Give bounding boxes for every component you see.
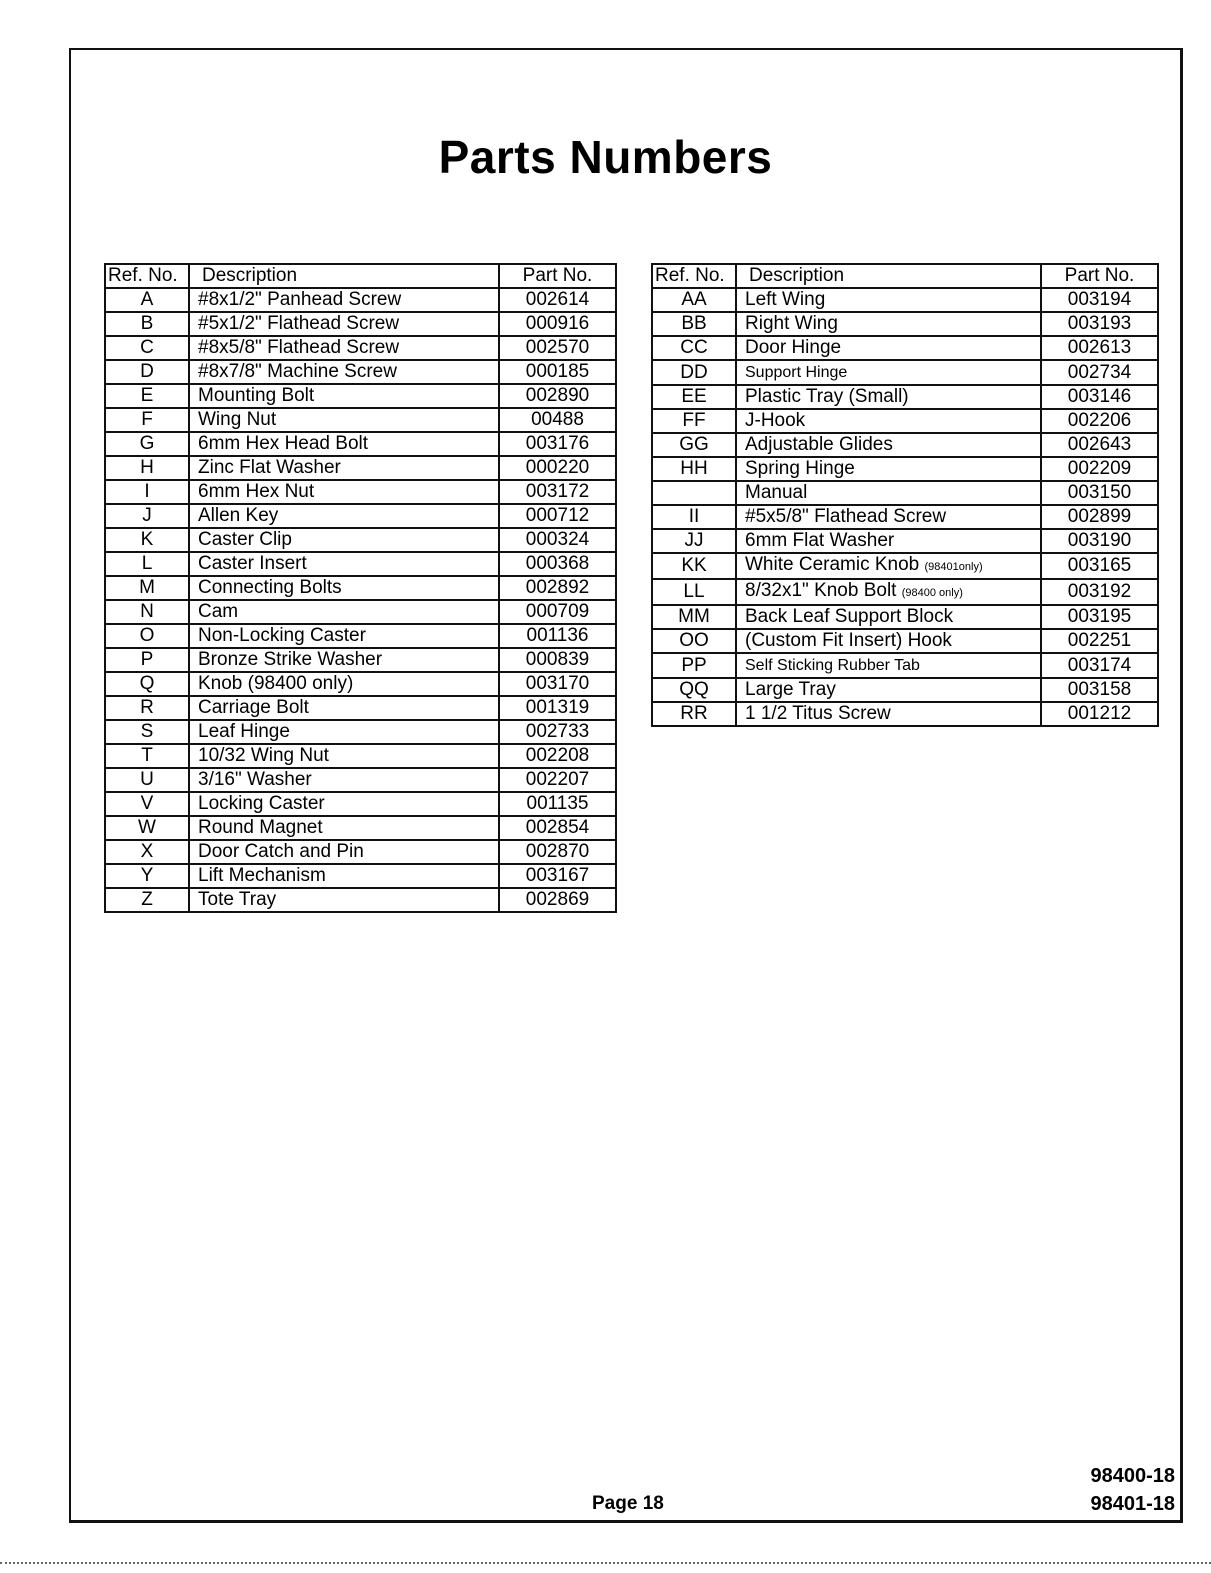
part-no-cell: 002870	[499, 840, 616, 864]
part-no-cell: 001135	[499, 792, 616, 816]
part-no-cell: 002570	[499, 336, 616, 360]
table-row	[105, 360, 616, 384]
table-row	[652, 385, 1158, 409]
description-cell	[736, 481, 1041, 505]
ref-no-cell: RR	[652, 702, 736, 726]
description-cell	[736, 653, 1041, 678]
table-row	[652, 360, 1158, 385]
header-ref-no: Ref. No.	[105, 264, 189, 288]
description-text: 3/16" Washer	[198, 769, 312, 790]
description-text: Caster Insert	[198, 553, 307, 574]
description-cell	[189, 840, 499, 864]
page-title: Parts Numbers	[438, 131, 773, 183]
ref-no-cell: GG	[652, 433, 736, 457]
table-row	[105, 312, 616, 336]
header-ref-no: Ref. No.	[652, 264, 736, 288]
table-row	[105, 792, 616, 816]
table-row	[105, 720, 616, 744]
description-text: Locking Caster	[198, 793, 325, 814]
ref-no-cell: G	[105, 432, 189, 456]
part-no-cell: 002209	[1041, 457, 1158, 481]
part-no-cell: 002899	[1041, 505, 1158, 529]
ref-no-cell: PP	[652, 653, 736, 678]
ref-no-cell: D	[105, 360, 189, 384]
description-cell	[189, 672, 499, 696]
ref-no-cell: EE	[652, 385, 736, 409]
description-text: Allen Key	[198, 505, 279, 526]
description-cell	[189, 576, 499, 600]
description-text: J-Hook	[745, 410, 806, 431]
part-no-cell: 002614	[499, 288, 616, 312]
table-row	[105, 504, 616, 528]
ref-no-cell: H	[105, 456, 189, 480]
description-text: Round Magnet	[198, 817, 323, 838]
part-no-cell: 003165	[1041, 553, 1158, 579]
description-text: Non-Locking Caster	[198, 625, 366, 646]
description-cell	[736, 505, 1041, 529]
description-text: 6mm Hex Head Bolt	[198, 433, 369, 454]
description-text: Left Wing	[745, 289, 826, 310]
description-cell	[189, 480, 499, 504]
description-text: #8x5/8" Flathead Screw	[198, 337, 400, 358]
part-no-cell: 001136	[499, 624, 616, 648]
document-id: 98401-18	[1090, 1493, 1175, 1515]
part-no-cell: 000185	[499, 360, 616, 384]
description-cell	[189, 288, 499, 312]
description-text: Tote Tray	[198, 889, 277, 910]
table-row	[652, 702, 1158, 726]
part-no-cell: 002206	[1041, 409, 1158, 433]
description-text: #8x1/2" Panhead Screw	[198, 289, 402, 310]
description-text: Lift Mechanism	[198, 865, 326, 886]
table-row	[652, 678, 1158, 702]
table-row	[652, 553, 1158, 579]
ref-no-cell: FF	[652, 409, 736, 433]
description-cell	[189, 864, 499, 888]
part-no-cell: 003192	[1041, 579, 1158, 605]
part-no-cell: 003174	[1041, 653, 1158, 678]
description-text: Connecting Bolts	[198, 577, 342, 598]
description-note: (98400 only)	[901, 587, 963, 599]
table-row	[652, 653, 1158, 678]
ref-no-cell: JJ	[652, 529, 736, 553]
description-cell	[736, 288, 1041, 312]
part-no-cell: 000220	[499, 456, 616, 480]
ref-no-cell: Z	[105, 888, 189, 912]
part-no-cell: 001212	[1041, 702, 1158, 726]
part-no-cell: 002208	[499, 744, 616, 768]
ref-no-cell: U	[105, 768, 189, 792]
description-text: Spring Hinge	[745, 458, 855, 479]
ref-no-cell: AA	[652, 288, 736, 312]
table-row	[652, 481, 1158, 505]
ref-no-cell: E	[105, 384, 189, 408]
part-no-cell: 000324	[499, 528, 616, 552]
description-cell	[189, 768, 499, 792]
description-text: Knob (98400 only)	[198, 673, 354, 694]
description-note: (98401only)	[924, 561, 983, 573]
description-cell	[736, 702, 1041, 726]
part-no-cell: 003195	[1041, 605, 1158, 629]
part-no-cell: 003190	[1041, 529, 1158, 553]
description-cell	[736, 605, 1041, 629]
description-text: #8x7/8" Machine Screw	[198, 361, 397, 382]
table-row	[652, 336, 1158, 360]
part-no-cell: 002854	[499, 816, 616, 840]
table-row	[105, 768, 616, 792]
ref-no-cell: V	[105, 792, 189, 816]
description-text: #5x5/8" Flathead Screw	[745, 506, 947, 527]
description-cell	[189, 312, 499, 336]
description-cell	[189, 408, 499, 432]
description-text: Zinc Flat Washer	[198, 457, 341, 478]
ref-no-cell: L	[105, 552, 189, 576]
table-row	[105, 384, 616, 408]
description-text: 1 1/2 Titus Screw	[745, 703, 891, 724]
table-row	[652, 457, 1158, 481]
ref-no-cell: A	[105, 288, 189, 312]
description-cell	[736, 385, 1041, 409]
table-row	[652, 579, 1158, 605]
part-no-cell: 00488	[499, 408, 616, 432]
part-no-cell: 003172	[499, 480, 616, 504]
ref-no-cell: II	[652, 505, 736, 529]
ref-no-cell: Q	[105, 672, 189, 696]
description-cell	[189, 384, 499, 408]
ref-no-cell: N	[105, 600, 189, 624]
description-cell	[736, 553, 1041, 579]
part-no-cell: 002734	[1041, 360, 1158, 385]
part-no-cell: 000368	[499, 552, 616, 576]
part-no-cell: 000839	[499, 648, 616, 672]
part-no-cell: 003194	[1041, 288, 1158, 312]
document-ids	[1090, 1462, 1175, 1518]
description-cell	[189, 816, 499, 840]
table-row	[652, 605, 1158, 629]
description-text: Large Tray	[745, 679, 836, 700]
description-cell	[736, 529, 1041, 553]
table-row	[105, 528, 616, 552]
table-row	[105, 408, 616, 432]
part-no-cell: 000916	[499, 312, 616, 336]
bottom-divider	[0, 1562, 1211, 1564]
table-row	[105, 888, 616, 912]
ref-no-cell: P	[105, 648, 189, 672]
description-cell	[736, 312, 1041, 336]
description-text: Bronze Strike Washer	[198, 649, 383, 670]
ref-no-cell: S	[105, 720, 189, 744]
description-text: Mounting Bolt	[198, 385, 315, 406]
table-row	[105, 840, 616, 864]
part-no-cell: 002643	[1041, 433, 1158, 457]
header-part-no: Part No.	[499, 264, 616, 288]
ref-no-cell: J	[105, 504, 189, 528]
ref-no-cell: O	[105, 624, 189, 648]
ref-no-cell: M	[105, 576, 189, 600]
description-cell	[189, 456, 499, 480]
ref-no-cell: DD	[652, 360, 736, 385]
description-cell	[189, 528, 499, 552]
description-cell	[736, 360, 1041, 385]
description-cell	[736, 457, 1041, 481]
part-no-cell: 000712	[499, 504, 616, 528]
description-text: Support Hinge	[745, 364, 848, 381]
ref-no-cell: LL	[652, 579, 736, 605]
ref-no-cell: B	[105, 312, 189, 336]
table-row	[652, 433, 1158, 457]
table-row	[105, 744, 616, 768]
part-no-cell: 003176	[499, 432, 616, 456]
description-cell	[736, 678, 1041, 702]
ref-no-cell: QQ	[652, 678, 736, 702]
description-cell	[189, 336, 499, 360]
table-row	[105, 864, 616, 888]
part-no-cell: 003150	[1041, 481, 1158, 505]
part-no-cell: 000709	[499, 600, 616, 624]
description-text: Self Sticking Rubber Tab	[745, 657, 920, 674]
description-text: Back Leaf Support Block	[745, 606, 954, 627]
description-text: Plastic Tray (Small)	[745, 386, 909, 407]
parts-table-right	[651, 263, 1159, 727]
part-no-cell: 003167	[499, 864, 616, 888]
ref-no-cell	[652, 481, 736, 505]
part-no-cell: 001319	[499, 696, 616, 720]
table-row	[652, 409, 1158, 433]
description-cell	[189, 696, 499, 720]
table-row	[105, 696, 616, 720]
header-part-no: Part No.	[1041, 264, 1158, 288]
table-row	[105, 480, 616, 504]
table-row	[652, 288, 1158, 312]
part-no-cell: 003158	[1041, 678, 1158, 702]
table-row	[105, 672, 616, 696]
description-text: 6mm Hex Nut	[198, 481, 315, 502]
description-cell	[189, 360, 499, 384]
table-row	[652, 529, 1158, 553]
table-row	[105, 552, 616, 576]
description-cell	[189, 600, 499, 624]
description-cell	[189, 720, 499, 744]
description-cell	[189, 792, 499, 816]
table-row	[652, 312, 1158, 336]
description-text: Door Hinge	[745, 337, 842, 358]
ref-no-cell: T	[105, 744, 189, 768]
description-text: Right Wing	[745, 313, 838, 334]
description-text: 10/32 Wing Nut	[198, 745, 329, 766]
description-cell	[736, 336, 1041, 360]
description-text: (Custom Fit Insert) Hook	[745, 630, 952, 651]
page-number: Page 18	[592, 1493, 664, 1514]
part-no-cell: 002613	[1041, 336, 1158, 360]
description-text: White Ceramic Knob	[745, 554, 920, 575]
description-text: Carriage Bolt	[198, 697, 309, 718]
table-header-row	[652, 264, 1158, 288]
table-row	[105, 600, 616, 624]
table-row	[652, 505, 1158, 529]
description-text: #5x1/2" Flathead Screw	[198, 313, 400, 334]
ref-no-cell: MM	[652, 605, 736, 629]
description-cell	[189, 504, 499, 528]
table-row	[105, 624, 616, 648]
ref-no-cell: Y	[105, 864, 189, 888]
description-cell	[189, 888, 499, 912]
ref-no-cell: BB	[652, 312, 736, 336]
description-cell	[189, 624, 499, 648]
description-cell	[189, 744, 499, 768]
table-header-row	[105, 264, 616, 288]
header-description: Description	[189, 264, 499, 288]
ref-no-cell: OO	[652, 629, 736, 653]
description-cell	[189, 648, 499, 672]
ref-no-cell: F	[105, 408, 189, 432]
description-text: 8/32x1" Knob Bolt	[745, 580, 897, 601]
description-text: Adjustable Glides	[745, 434, 893, 455]
part-no-cell: 002892	[499, 576, 616, 600]
table-row	[105, 432, 616, 456]
description-cell	[736, 579, 1041, 605]
table-row	[652, 629, 1158, 653]
description-cell	[736, 629, 1041, 653]
description-cell	[189, 432, 499, 456]
ref-no-cell: C	[105, 336, 189, 360]
ref-no-cell: CC	[652, 336, 736, 360]
description-text: Manual	[745, 482, 808, 503]
ref-no-cell: I	[105, 480, 189, 504]
ref-no-cell: K	[105, 528, 189, 552]
ref-no-cell: HH	[652, 457, 736, 481]
table-row	[105, 648, 616, 672]
description-cell	[736, 409, 1041, 433]
description-text: 6mm Flat Washer	[745, 530, 895, 551]
table-row	[105, 336, 616, 360]
table-row	[105, 576, 616, 600]
ref-no-cell: KK	[652, 553, 736, 579]
part-no-cell: 002869	[499, 888, 616, 912]
ref-no-cell: W	[105, 816, 189, 840]
description-text: Cam	[198, 601, 239, 622]
header-description: Description	[736, 264, 1041, 288]
part-no-cell: 002251	[1041, 629, 1158, 653]
part-no-cell: 003170	[499, 672, 616, 696]
parts-table-left	[104, 263, 617, 913]
part-no-cell: 002890	[499, 384, 616, 408]
part-no-cell: 003193	[1041, 312, 1158, 336]
document-id: 98400-18	[1090, 1465, 1175, 1487]
description-text: Wing Nut	[198, 409, 277, 430]
table-row	[105, 816, 616, 840]
part-no-cell: 003146	[1041, 385, 1158, 409]
table-row	[105, 456, 616, 480]
part-no-cell: 002207	[499, 768, 616, 792]
description-text: Leaf Hinge	[198, 721, 290, 742]
description-text: Caster Clip	[198, 529, 292, 550]
ref-no-cell: X	[105, 840, 189, 864]
description-cell	[736, 433, 1041, 457]
ref-no-cell: R	[105, 696, 189, 720]
description-text: Door Catch and Pin	[198, 841, 364, 862]
description-cell	[189, 552, 499, 576]
part-no-cell: 002733	[499, 720, 616, 744]
table-row	[105, 288, 616, 312]
